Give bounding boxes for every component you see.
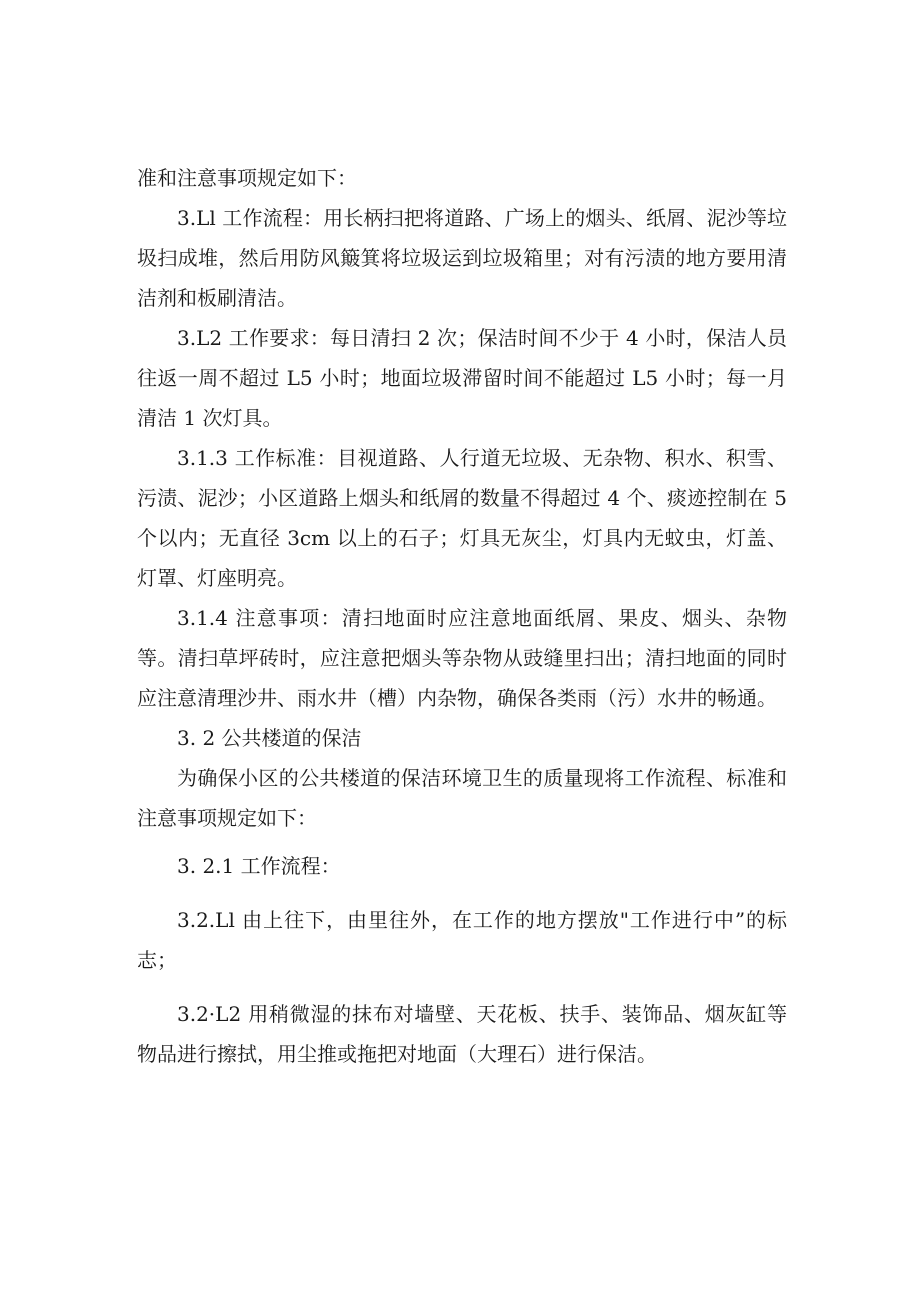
paragraph-continuation: 准和注意事项规定如下： (137, 166, 357, 190)
paragraph-work-standards: 3.1.3 工作标准：目视道路、人行道无垃圾、无杂物、积水、积雪、污渍、泥沙；小区道路上烟头和纸屑的数量不得超过 4 个、痰迹控制在 5 个以内；无直径 3cm 以上的石子；灯具无灰尘，灯具内无蚊虫，灯盖、灯罩、灯座明亮。 (137, 446, 787, 590)
paragraph-work-process: 3.Ll 工作流程：用长柄扫把将道路、广场上的烟头、纸屑、泥沙等垃圾扫成堆，然后用防风簸箕将垃圾运到垃圾箱里；对有污渍的地方要用清洁剂和板刷清洁。 (137, 206, 787, 310)
paragraph-top-down-sign: 3.2.Ll 由上往下，由里往外，在工作的地方摆放"工作进行中”的标志； (137, 908, 787, 972)
paragraph-corridor-intro: 为确保小区的公共楼道的保洁环境卫生的质量现将工作流程、标准和注意事项规定如下： (137, 766, 787, 830)
section-heading-public-corridor: 3. 2 公共楼道的保洁 (177, 726, 362, 750)
paragraph-wipe-surfaces: 3.2·L2 用稍微湿的抹布对墙壁、天花板、扶手、装饰品、烟灰缸等物品进行擦拭，用尘推或拖把对地面（大理石）进行保洁。 (137, 1002, 787, 1066)
paragraph-work-requirements: 3.L2 工作要求：每日清扫 2 次；保洁时间不少于 4 小时，保洁人员往返一周不超过 L5 小时；地面垃圾滞留时间不能超过 L5 小时；每一月清洁 1 次灯具。 (137, 326, 787, 430)
subsection-heading-work-process: 3. 2.1 工作流程： (177, 854, 341, 878)
document-page (137, 158, 787, 1074)
paragraph-precautions: 3.1.4 注意事项：清扫地面时应注意地面纸屑、果皮、烟头、杂物等。清扫草坪砖时，应注意把烟头等杂物从豉缝里扫出；清扫地面的同时应注意清理沙井、雨水井（槽）内杂物，确保各类雨（污）水井的畅通。 (137, 606, 787, 710)
